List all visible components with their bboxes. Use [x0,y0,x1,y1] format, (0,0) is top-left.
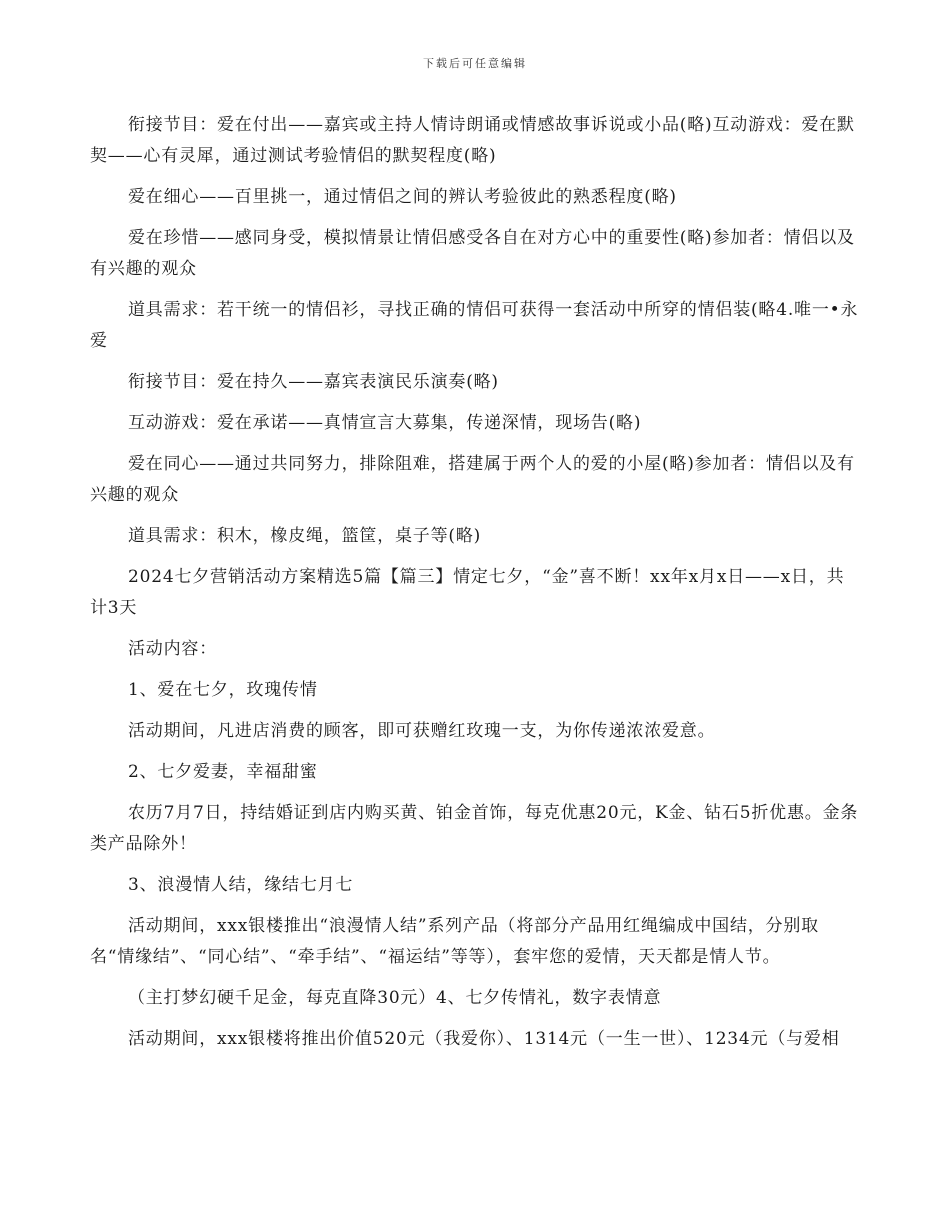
paragraph: 活动期间，凡进店消费的顾客，即可获赠红玫瑰一支，为你传递浓浓爱意。 [128,721,716,741]
paragraph: 活动内容： [128,639,217,659]
paragraph: 2024七夕营销活动方案精选5篇【篇三】情定七夕，“金”喜不断！xx年x月x日——x日，共计3天 [90,567,845,618]
paragraph: 衔接节目：爱在付出——嘉宾或主持人情诗朗诵或情感故事诉说或小品(略)互动游戏：爱在默契——心有灵犀，通过测试考验情侣的默契程度(略) [90,115,855,166]
paragraph: 1、爱在七夕，玫瑰传情 [128,680,318,700]
paragraph: 爱在珍惜——感同身受，模拟情景让情侣感受各自在对方心中的重要性(略)参加者：情侣以及有兴趣的观众 [90,228,855,279]
paragraph: 2、七夕爱妻，幸福甜蜜 [128,762,318,782]
paragraph: 爱在细心——百里挑一，通过情侣之间的辨认考验彼此的熟悉程度(略) [128,187,677,207]
page-header: 下载后可任意编辑 [423,57,527,70]
paragraph: 衔接节目：爱在持久——嘉宾表演民乐演奏(略) [128,372,499,392]
paragraph: 互动游戏：爱在承诺——真情宣言大募集，传递深情，现场告(略) [128,413,642,433]
paragraph: 3、浪漫情人结，缘结七月七 [128,875,354,895]
paragraph: 道具需求：积木，橡皮绳，篮筐，桌子等(略) [128,526,482,546]
document-body [90,110,860,1065]
paragraph: 爱在同心——通过共同努力，排除阻难，搭建属于两个人的爱的小屋(略)参加者：情侣以及有兴趣的观众 [90,454,855,505]
paragraph: （主打梦幻硬千足金，每克直降30元）4、七夕传情礼，数字表情意 [128,988,662,1008]
paragraph: 农历7月7日，持结婚证到店内购买黄、铂金首饰，每克优惠20元，K金、钻石5折优惠。金条类产品除外！ [90,803,859,854]
paragraph: 活动期间，xxx银楼推出“浪漫情人结”系列产品（将部分产品用红绳编成中国结，分别取名“情缘结”、“同心结”、“牵手结”、“福运结”等等），套牢您的爱情，天天都是情人节。 [90,916,819,967]
paragraph: 道具需求：若干统一的情侣衫，寻找正确的情侣可获得一套活动中所穿的情侣装(略4.唯一•永爱 [90,300,859,351]
paragraph: 活动期间，xxx银楼将推出价值520元（我爱你）、1314元（一生一世）、1234元（与爱相 [128,1029,840,1049]
